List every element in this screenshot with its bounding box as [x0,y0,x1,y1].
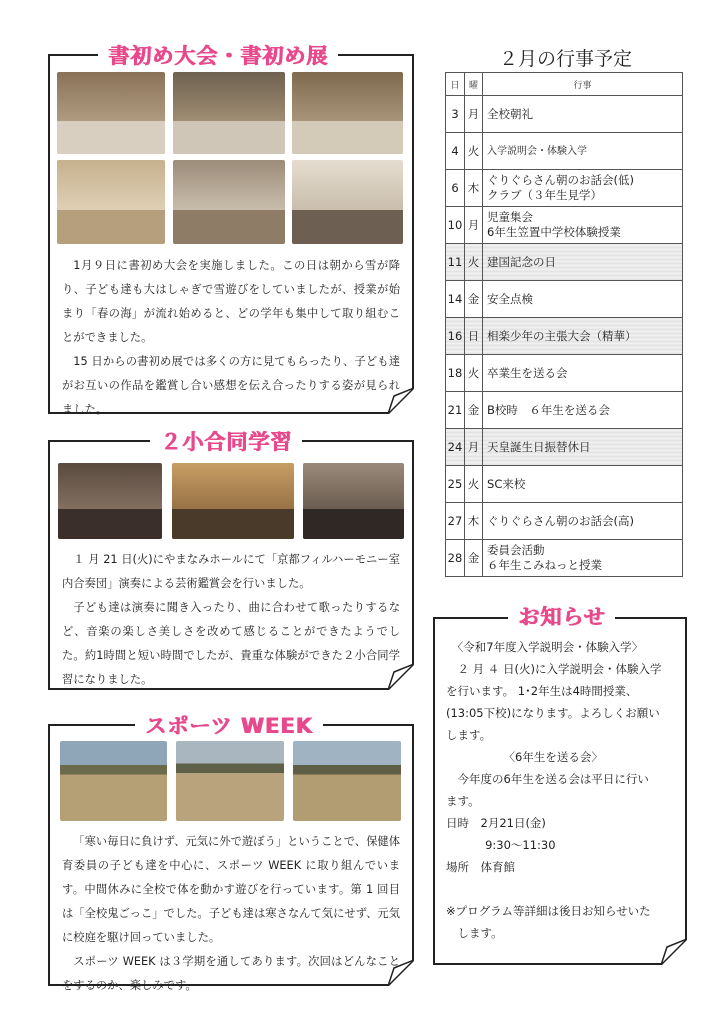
notice-line: します。 [446,728,492,742]
notice-line: 日時 2月21日(金) [446,816,546,830]
schedule-day-cell: 16 [446,318,465,355]
concert-photo [172,463,294,539]
schedule-row [446,540,683,577]
notice-line: します。 [457,926,503,940]
notice-title: お知らせ [508,601,615,631]
calligraphy-photo [57,72,165,154]
calligraphy-photo [173,72,285,154]
schedule-weekday-cell: 火 [465,466,483,503]
notice-line: 今年度の6年生を送る会は平日に行い [457,772,649,786]
schedule-day-cell: 14 [446,281,465,318]
schedule-day-cell: 21 [446,392,465,429]
schedule-day-cell: 18 [446,355,465,392]
schedule-event-cell: ぐりぐらさん朝のお話会(高) [483,503,683,540]
schedule-day-cell: 25 [446,466,465,503]
notice-line: ※プログラム等詳細は後日お知らせいた [446,904,651,918]
schedule-event-cell: 委員会活動 ６年生こみねっと授業 [483,540,683,577]
schedule-day-cell: 27 [446,503,465,540]
schedule-event-cell: 天皇誕生日振替休日 [483,429,683,466]
calligraphy-title: 書初め大会・書初め展 [98,40,338,70]
calligraphy-paragraph: 1月９日に書初め大会を実施しました。この日は朝から雪が降り、子ども達も大はしゃぎで雪遊びをしていましたが、授業が始まり「春の海」が流れ始めると、どの学年も集中して取り組むことができました。 [62,259,400,344]
schedule-row [446,503,683,540]
schedule-day-cell: 3 [446,96,465,133]
notice-line: を行います。 1･2年生は4時間授業、 [446,684,638,698]
concert-photo [303,463,404,539]
schedule-event-cell: 児童集会 6年生笠置中学校体験授業 [483,207,683,244]
notice-line: 〈6年生を送る会〉 [503,750,603,764]
schedule-day-cell: 10 [446,207,465,244]
schedule-weekday-cell: 月 [465,96,483,133]
schedule-event-cell: 安全点検 [483,281,683,318]
schedule-event-cell: 入学説明会・体験入学 [483,133,683,170]
schedule-row [446,281,683,318]
schedule-event-cell: B校時 ６年生を送る会 [483,392,683,429]
schedule-row [446,466,683,503]
schedule-day-cell: 6 [446,170,465,207]
calligraphy-photo [292,72,403,154]
schedule-row [446,133,683,170]
notice-text [446,636,678,944]
notice-line: 場所 体育館 [446,860,515,874]
calligraphy-paragraph: 15 日からの書初め展では多くの方に見てもらったり、子ども達がお互いの作品を鑑賞し合い感想を伝え合ったりする姿が見られました。 [62,355,400,416]
notice-line: ２ 月 ４ 日(火)に入学説明会・体験入学 [457,662,662,676]
calligraphy-photo [57,160,165,244]
schedule-day-cell: 11 [446,244,465,281]
joint-learning-title: ２小合同学習 [150,426,302,456]
joint-learning-paragraph: １ 月 21 日(火)にやまなみホールにて「京都フィルハーモニー室内合奏団」演奏による芸術鑑賞会を行いました。 [62,553,400,590]
schedule-day-cell: 4 [446,133,465,170]
schedule-header-row [446,73,683,96]
notice-line: 〈令和7年度入学説明会・体験入学〉 [451,640,644,654]
sports-week-paragraph: 「寒い毎日に負けず、元気に外で遊ぼう」ということで、保健体育委員の子ども達を中心に、スポーツ WEEK に取り組んでいます。中間休みに全校で体を動かす遊びを行っています。第 1 回目は「全校鬼ごっこ」でした。子ども達は寒さなんて気にせず、元気に校庭を駆け回っていました。 [62,835,400,944]
schedule-row [446,207,683,244]
schedule-weekday-cell: 火 [465,244,483,281]
schedule-row [446,355,683,392]
schedule-weekday-cell: 日 [465,318,483,355]
sports-week-text [62,830,400,998]
notice-line [446,878,678,900]
schedule-weekday-cell: 金 [465,281,483,318]
schedule-weekday-cell: 月 [465,429,483,466]
joint-learning-paragraph: 子ども達は演奏に聞き入ったり、曲に合わせて歌ったりするなど、音楽の楽しさ美しさを改めて感じることができたようでした。約1時間と短い時間でしたが、貴重な体験ができた２小合同学習になりました。 [62,601,400,686]
schedule-weekday-cell: 火 [465,355,483,392]
weekday-header: 曜 [465,73,483,96]
schedule-day-cell: 28 [446,540,465,577]
joint-learning-text [62,548,400,692]
calligraphy-text [62,254,400,422]
day-header: 日 [446,73,465,96]
schedule-event-cell: SC来校 [483,466,683,503]
schedule-event-cell: 相楽少年の主張大会（精華） [483,318,683,355]
sports-photo [293,741,401,821]
schedule-row [446,170,683,207]
concert-photo [58,463,162,539]
calligraphy-photo [292,160,403,244]
schedule-row [446,429,683,466]
sports-week-title: スポーツ WEEK [135,710,323,740]
schedule-weekday-cell: 月 [465,207,483,244]
schedule-event-cell: 建国記念の日 [483,244,683,281]
schedule-weekday-cell: 金 [465,540,483,577]
sports-photo [176,741,284,821]
notice-line: ます。 [446,794,480,808]
notice-line: (13:05下校)になります。よろしくお願い [446,706,660,720]
sports-photo [60,741,167,821]
schedule-weekday-cell: 火 [465,133,483,170]
notice-line: 9:30～11:30 [485,838,556,852]
schedule-row [446,96,683,133]
schedule-table [445,72,683,577]
schedule-title: ２月の行事予定 [498,48,632,70]
schedule-row [446,318,683,355]
calligraphy-photo [173,160,285,244]
schedule-day-cell: 24 [446,429,465,466]
schedule-event-cell: 全校朝礼 [483,96,683,133]
schedule-event-cell: 卒業生を送る会 [483,355,683,392]
schedule-row [446,244,683,281]
schedule-row [446,392,683,429]
schedule-weekday-cell: 木 [465,503,483,540]
schedule-weekday-cell: 金 [465,392,483,429]
schedule-weekday-cell: 木 [465,170,483,207]
event-header: 行事 [483,73,683,96]
schedule-event-cell: ぐりぐらさん朝のお話会(低) クラブ（３年生見学） [483,170,683,207]
sports-week-paragraph: スポーツ WEEK は３学期を通してあります。次回はどんなことをするのか、楽しみです。 [62,955,400,992]
